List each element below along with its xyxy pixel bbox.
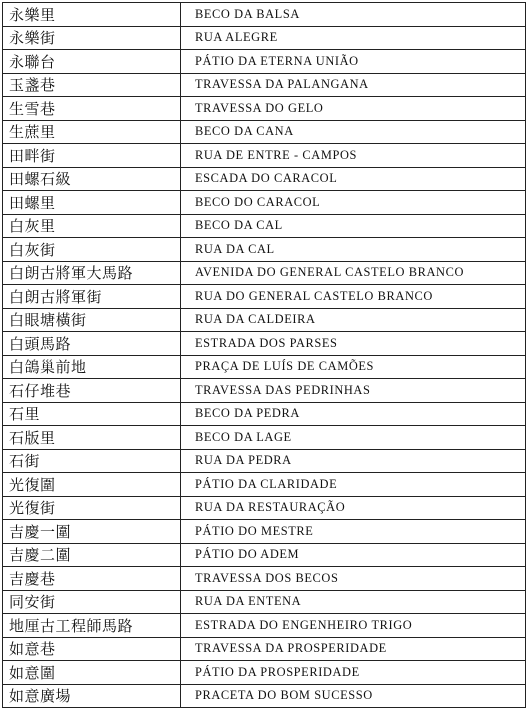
chinese-name-cell: 如意廣場 — [3, 684, 181, 708]
chinese-name-cell: 地厘古工程師馬路 — [3, 614, 181, 638]
table-row — [3, 50, 526, 74]
chinese-name-cell: 白朗古將軍街 — [3, 285, 181, 309]
portuguese-name-cell: BECO DA CAL — [181, 214, 526, 238]
chinese-name-cell: 生蔗里 — [3, 120, 181, 144]
table-row — [3, 191, 526, 215]
portuguese-name-cell: RUA DA CALDEIRA — [181, 308, 526, 332]
table-row — [3, 520, 526, 544]
chinese-name-cell: 吉慶二圍 — [3, 543, 181, 567]
table-row — [3, 214, 526, 238]
portuguese-name-cell: ESTRADA DO ENGENHEIRO TRIGO — [181, 614, 526, 638]
portuguese-name-cell: RUA DA CAL — [181, 238, 526, 262]
chinese-name-cell: 田螺石級 — [3, 167, 181, 191]
portuguese-name-cell: PÁTIO DA ETERNA UNIÃO — [181, 50, 526, 74]
table-row — [3, 355, 526, 379]
portuguese-name-cell: TRAVESSA DA PROSPERIDADE — [181, 637, 526, 661]
portuguese-name-cell: TRAVESSA DAS PEDRINHAS — [181, 379, 526, 403]
portuguese-name-cell: PÁTIO DO MESTRE — [181, 520, 526, 544]
chinese-name-cell: 永樂里 — [3, 3, 181, 27]
table-row — [3, 614, 526, 638]
chinese-name-cell: 永聯台 — [3, 50, 181, 74]
portuguese-name-cell: BECO DA CANA — [181, 120, 526, 144]
table-row — [3, 97, 526, 121]
table-row — [3, 496, 526, 520]
table-row — [3, 3, 526, 27]
chinese-name-cell: 吉慶巷 — [3, 567, 181, 591]
table-row — [3, 167, 526, 191]
table-row — [3, 73, 526, 97]
chinese-name-cell: 永樂街 — [3, 26, 181, 50]
portuguese-name-cell: BECO DO CARACOL — [181, 191, 526, 215]
table-row — [3, 120, 526, 144]
portuguese-name-cell: PÁTIO DO ADEM — [181, 543, 526, 567]
table-row — [3, 543, 526, 567]
portuguese-name-cell: PRACETA DO BOM SUCESSO — [181, 684, 526, 708]
chinese-name-cell: 白灰街 — [3, 238, 181, 262]
street-name-table — [2, 2, 526, 708]
chinese-name-cell: 生雪巷 — [3, 97, 181, 121]
chinese-name-cell: 吉慶一圍 — [3, 520, 181, 544]
chinese-name-cell: 石里 — [3, 402, 181, 426]
table-row — [3, 567, 526, 591]
table-row — [3, 637, 526, 661]
chinese-name-cell: 石街 — [3, 449, 181, 473]
table-row — [3, 449, 526, 473]
portuguese-name-cell: RUA DO GENERAL CASTELO BRANCO — [181, 285, 526, 309]
portuguese-name-cell: PÁTIO DA CLARIDADE — [181, 473, 526, 497]
table-row — [3, 379, 526, 403]
chinese-name-cell: 白鴿巢前地 — [3, 355, 181, 379]
chinese-name-cell: 白眼塘橫街 — [3, 308, 181, 332]
chinese-name-cell: 如意巷 — [3, 637, 181, 661]
portuguese-name-cell: RUA DA ENTENA — [181, 590, 526, 614]
table-row — [3, 144, 526, 168]
chinese-name-cell: 玉盞巷 — [3, 73, 181, 97]
portuguese-name-cell: RUA DA PEDRA — [181, 449, 526, 473]
street-name-table-container — [2, 2, 526, 708]
chinese-name-cell: 白頭馬路 — [3, 332, 181, 356]
portuguese-name-cell: PRAÇA DE LUÍS DE CAMÕES — [181, 355, 526, 379]
portuguese-name-cell: BECO DA BALSA — [181, 3, 526, 27]
table-row — [3, 238, 526, 262]
table-row — [3, 285, 526, 309]
table-row — [3, 590, 526, 614]
chinese-name-cell: 白朗古將軍大馬路 — [3, 261, 181, 285]
chinese-name-cell: 光復街 — [3, 496, 181, 520]
chinese-name-cell: 同安街 — [3, 590, 181, 614]
chinese-name-cell: 石版里 — [3, 426, 181, 450]
table-row — [3, 261, 526, 285]
table-row — [3, 308, 526, 332]
table-row — [3, 426, 526, 450]
portuguese-name-cell: BECO DA PEDRA — [181, 402, 526, 426]
portuguese-name-cell: ESCADA DO CARACOL — [181, 167, 526, 191]
chinese-name-cell: 如意圍 — [3, 661, 181, 685]
portuguese-name-cell: RUA ALEGRE — [181, 26, 526, 50]
portuguese-name-cell: AVENIDA DO GENERAL CASTELO BRANCO — [181, 261, 526, 285]
chinese-name-cell: 光復圍 — [3, 473, 181, 497]
table-row — [3, 661, 526, 685]
table-row — [3, 473, 526, 497]
street-name-table-body — [3, 3, 526, 708]
portuguese-name-cell: TRAVESSA DO GELO — [181, 97, 526, 121]
table-row — [3, 402, 526, 426]
chinese-name-cell: 石仔堆巷 — [3, 379, 181, 403]
portuguese-name-cell: ESTRADA DOS PARSES — [181, 332, 526, 356]
chinese-name-cell: 田螺里 — [3, 191, 181, 215]
portuguese-name-cell: RUA DA RESTAURAÇÃO — [181, 496, 526, 520]
table-row — [3, 332, 526, 356]
portuguese-name-cell: BECO DA LAGE — [181, 426, 526, 450]
portuguese-name-cell: RUA DE ENTRE - CAMPOS — [181, 144, 526, 168]
chinese-name-cell: 白灰里 — [3, 214, 181, 238]
table-row — [3, 684, 526, 708]
chinese-name-cell: 田畔街 — [3, 144, 181, 168]
portuguese-name-cell: TRAVESSA DOS BECOS — [181, 567, 526, 591]
portuguese-name-cell: PÁTIO DA PROSPERIDADE — [181, 661, 526, 685]
portuguese-name-cell: TRAVESSA DA PALANGANA — [181, 73, 526, 97]
table-row — [3, 26, 526, 50]
